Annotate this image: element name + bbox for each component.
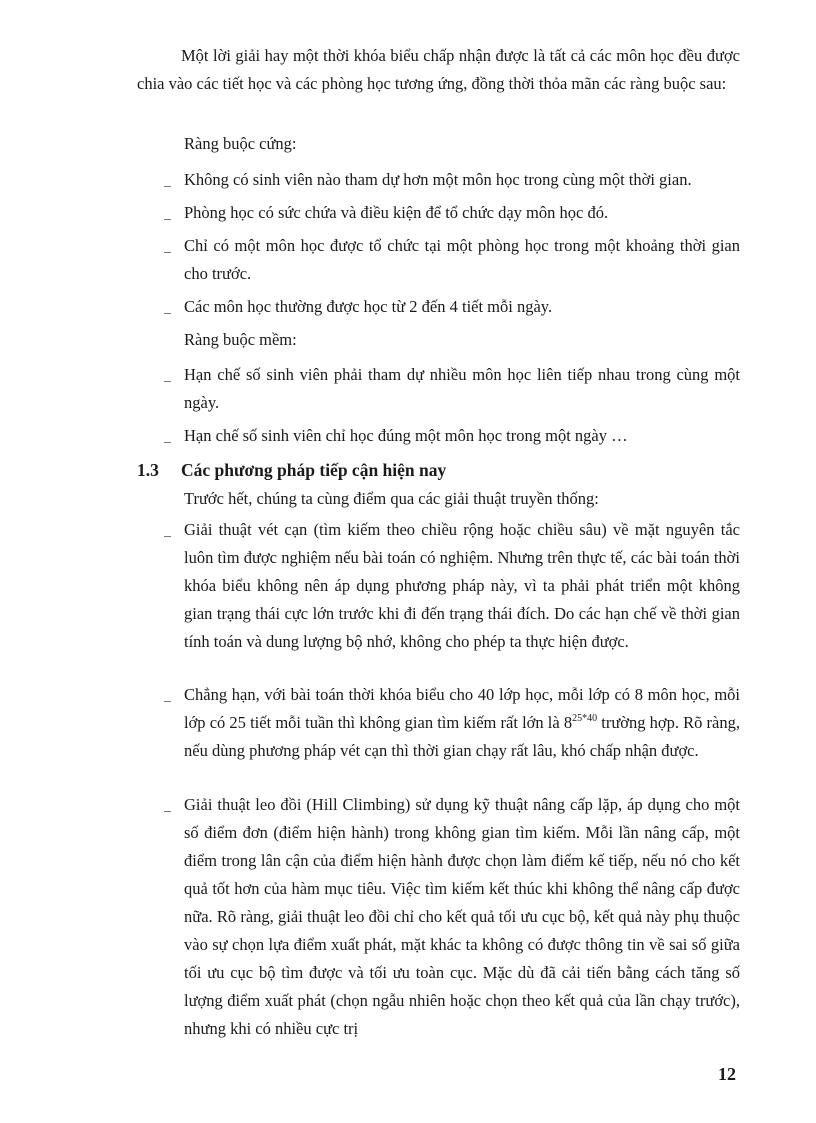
list-item-text: Chỉ có một môn học được tổ chức tại một phòng học trong một khoảng thời gian cho trước.: [184, 236, 740, 283]
list-item: [184, 361, 740, 417]
list-item: [184, 232, 740, 288]
list-item: [184, 422, 740, 450]
page-number: 12: [718, 1064, 736, 1084]
intro-paragraph: Một lời giải hay một thời khóa biểu chấp nhận được là tất cả các môn học đều được chia vào các tiết học và các phòng học tương ứng, đồng thời thỏa mãn các ràng buộc sau:: [137, 46, 740, 93]
dash-bullet-icon: [162, 293, 174, 321]
list-item-text: Phòng học có sức chứa và điều kiện để tổ chức dạy môn học đó.: [184, 203, 609, 222]
list-item: [184, 199, 740, 227]
dash-bullet-icon: [162, 199, 174, 227]
exponent: 25*40: [572, 713, 598, 724]
dash-bullet-icon: [162, 166, 174, 194]
dash-bullet-icon: [162, 791, 174, 819]
list-item-text: Không có sinh viên nào tham dự hơn một môn học trong cùng một thời gian.: [184, 170, 692, 189]
dash-bullet-icon: [162, 516, 174, 544]
list-item: [184, 681, 740, 765]
list-item-text: Hạn chế số sinh viên phải tham dự nhiều môn học liên tiếp nhau trong cùng một ngày.: [184, 365, 740, 412]
soft-constraints-label: Ràng buộc mềm:: [184, 330, 297, 349]
list-item: [184, 166, 740, 194]
hard-constraints-label: Ràng buộc cứng:: [184, 134, 297, 153]
list-item: [184, 516, 740, 656]
text-run: trường hợp. Rõ ràng, nếu dùng phương pháp vét cạn thì thời gian chạy rất lâu, khó chấp nhận được.: [184, 713, 740, 760]
list-item-text: [184, 685, 740, 760]
dash-bullet-icon: [162, 681, 174, 709]
list-item-text: Hạn chế số sinh viên chỉ học đúng một môn học trong một ngày …: [184, 426, 628, 445]
section-intro: Trước hết, chúng ta cùng điểm qua các giải thuật truyền thống:: [184, 489, 599, 508]
dash-bullet-icon: [162, 422, 174, 450]
section-number: 1.3: [137, 460, 159, 480]
section-heading: [137, 457, 446, 483]
list-item-text: Giải thuật vét cạn (tìm kiếm theo chiều rộng hoặc chiều sâu) về mặt nguyên tắc luôn tìm được nghiệm nếu bài toán có nghiệm. Nhưng trên thực tế, các bài toán thời khóa biểu không nên áp dụng phương pháp này, vì ta phải phát triển một không gian trạng thái cực lớn trước khi đi đến trạng thái đích. Do các hạn chế về thời gian tính toán và dung lượng bộ nhớ, không cho phép ta thực hiện được.: [184, 520, 740, 651]
dash-bullet-icon: [162, 361, 174, 389]
list-item-text: Các môn học thường được học từ 2 đến 4 tiết mỗi ngày.: [184, 297, 553, 316]
list-item: [184, 293, 740, 321]
list-item-text: Giải thuật leo đồi (Hill Climbing) sử dụng kỹ thuật nâng cấp lặp, áp dụng cho một số điểm đơn (điểm hiện hành) trong không gian tìm kiếm. Mỗi lần nâng cấp, một điểm trong lân cận của điểm hiện hành được chọn làm điểm kế tiếp, nếu nó cho kết quả tốt hơn của hàm mục tiêu. Việc tìm kiếm kết thúc khi không thể nâng cấp được nữa. Rõ ràng, giải thuật leo đồi chỉ cho kết quả tối ưu cục bộ, kết quả này phụ thuộc vào sự chọn lựa điểm xuất phát, mặt khác ta không có được thông tin về sai số giữa tối ưu cục bộ tìm được và tối ưu toàn cục. Mặc dù đã cải tiến bằng cách tăng số lượng điểm xuất phát (chọn ngẫu nhiên hoặc chọn theo kết quả của lần chạy trước), nhưng khi có nhiều cực trị: [184, 795, 740, 1038]
list-item: [184, 791, 740, 1043]
section-title: Các phương pháp tiếp cận hiện nay: [181, 460, 447, 480]
text-run: Chẳng hạn, với bài toán thời khóa biểu cho 40 lớp học, mỗi lớp có 8 môn học, mỗi lớp có 25 tiết mỗi tuần thì không gian tìm kiếm rất lớn là 8: [184, 685, 740, 732]
dash-bullet-icon: [162, 232, 174, 260]
